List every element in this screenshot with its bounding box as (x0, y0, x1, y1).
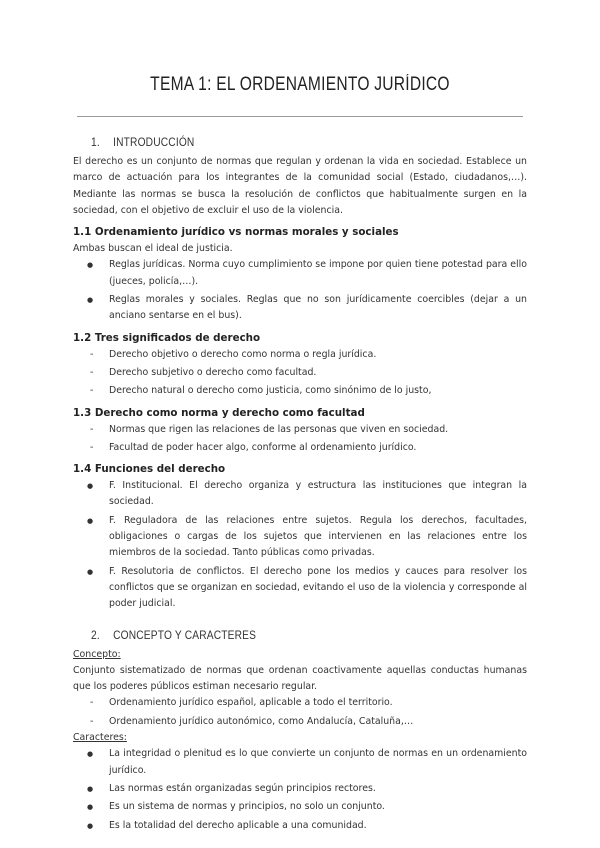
list-item: - Ordenamiento jurídico autonómico, como Andalucía, Cataluña,… (73, 714, 527, 730)
concepto-label: Concepto: (73, 648, 121, 660)
list-item: - Ordenamiento jurídico español, aplicable a todo el territorio. (73, 695, 527, 711)
list-item: ● F. Resolutoria de conflictos. El derecho pone los medios y cauces para resolver los conflictos que se organizan en sociedad, evitando el uso de la violencia y corresponde al poder judicial. (73, 564, 527, 613)
document-body (73, 128, 527, 834)
title-divider (77, 116, 523, 117)
list-item: - Derecho natural o derecho como justicia, como sinónimo de lo justo, (73, 383, 527, 399)
section-2-title: CONCEPTO Y CARACTERES (113, 627, 257, 642)
concepto-list (73, 695, 527, 730)
list-item: ● F. Institucional. El derecho organiza y estructura las instituciones que integran la sociedad. (73, 478, 527, 511)
subsection-1-4-heading: 1.4 Funciones del derecho (73, 463, 226, 476)
section-1-title: INTRODUCCIÓN (113, 135, 195, 149)
list-item: ● Reglas morales y sociales. Reglas que no son jurídicamente coercibles (dejar a un anciano sentarse en el bus). (73, 292, 527, 325)
section-2-number: 2. (91, 627, 100, 642)
caracteres-label: Caracteres: (73, 732, 127, 744)
list-item: ● La integridad o plenitud es lo que convierte un conjunto de normas en un ordenamiento jurídico. (73, 746, 527, 779)
list-item: ● Es un sistema de normas y principios, no solo un conjunto. (73, 799, 527, 815)
list-item: ● Reglas jurídicas. Norma cuyo cumplimiento se impone por quien tiene potestad para ello (jueces, policía,…). (73, 257, 527, 290)
subsection-1-2-heading: 1.2 Tres significados de derecho (73, 331, 261, 344)
list-item: - Facultad de poder hacer algo, conforme al ordenamiento jurídico. (73, 440, 527, 456)
section-2-heading (91, 625, 462, 645)
subsection-1-3-heading: 1.3 Derecho como norma y derecho como facultad (73, 406, 365, 419)
list-item: - Normas que rigen las relaciones de las personas que viven en sociedad. (73, 422, 527, 438)
list-item: ● Es la totalidad del derecho aplicable a una comunidad. (73, 818, 527, 834)
caracteres-list (73, 746, 527, 833)
subsection-1-1-heading: 1.1 Ordenamiento jurídico vs normas morales y sociales (73, 226, 399, 239)
list-item: ● Las normas están organizadas según principios rectores. (73, 781, 527, 797)
list-item: - Derecho objetivo o derecho como norma o regla jurídica. (73, 347, 527, 363)
list-item: - Derecho subjetivo o derecho como facultad. (73, 365, 527, 381)
subsection-1-3-list (73, 422, 527, 457)
section-1-heading (91, 132, 462, 152)
subsection-1-4-list (73, 478, 527, 612)
intro-paragraph: El derecho es un conjunto de normas que regulan y ordenan la vida en sociedad. Establece un marco de actuación para los integrantes de la comunidad social (Estado, ciudadanos,…). Mediante las normas se busca la resolución de conflictos que habitualmente surgen en la sociedad, con el objetivo de excluir el uso de la violencia. (73, 156, 527, 216)
concepto-paragraph: Conjunto sistematizado de normas que ordenan coactivamente aquellas conductas humanas que los poderes públicos estiman necesario regular. (73, 664, 527, 693)
subsection-1-1-list (73, 257, 527, 324)
subsection-1-2-list (73, 347, 527, 400)
section-1-number: 1. (91, 135, 100, 149)
subsection-1-1-lead: Ambas buscan el ideal de justicia. (73, 243, 233, 255)
list-item: ● F. Reguladora de las relaciones entre sujetos. Regula los derechos, facultades, obligaciones o cargas de los sujetos que intervienen en las relaciones entre los miembros de la sociedad. Tanto públicas como privadas. (73, 513, 527, 562)
document-title: TEMA 1: EL ORDENAMIENTO JURÍDICO (150, 74, 450, 95)
